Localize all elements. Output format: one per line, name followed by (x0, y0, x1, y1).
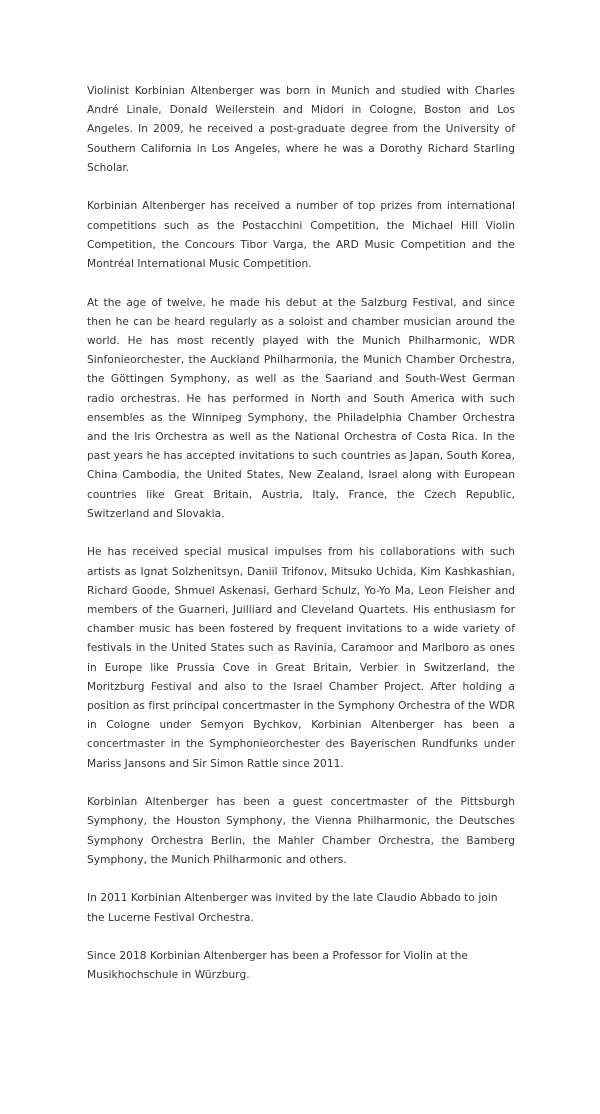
paragraph-collaborations: He has received special musical impulses from his collaborations with such artists as Ignat Solzhenitsyn, Daniil Trifonov, Mitsuko Uchida, Kim Kashkashian, Richard Goode, Shmuel Askenasi, Gerhard Schulz, Yo-Yo Ma, Leon Fleisher and members of the Guarneri, Juilliard and Cleveland Quartets. His enthusiasm for chamber music has been fostered by frequent invitations to a wide variety of festivals in the United States such as Ravinia, Caramoor and Marlboro as ones in Europe like Prussia Cove in Great Britain, Verbier in Switzerland, the Moritzburg Festival and also to the Israel Chamber Project. After holding a position as first principal concertmaster in the Symphony Orchestra of the WDR in Cologne under Semyon Bychkov, Korbinian Altenberger has been a concertmaster in the Symphonieorchester des Bayerischen Rundfunks under Mariss Jansons and Sir Simon Rattle since 2011. (87, 546, 515, 770)
paragraph-lucerne: In 2011 Korbinian Altenberger was invited by the late Claudio Abbado to join the Lucerne Festival Orchestra. (87, 892, 498, 924)
paragraph-performances: At the age of twelve, he made his debut at the Salzburg Festival, and since then he can be heard regularly as a soloist and chamber musician around the world. He has most recently played with the Munich Philharmonic, WDR Sinfonieorchester, the Auckland Philharmonia, the Munich Chamber Orchestra, the Göttingen Symphony, as well as the Saariand and South-West German radio orchestras. He has performed in North and South America with such ensembles as the Winnipeg Symphony, the Philadelphia Chamber Orchestra and the Iris Orchestra as well as the National Orchestra of Costa Rica. In the past years he has accepted invitations to such countries as Japan, South Korea, China Cambodia, the United States, New Zealand, Israel along with European countries like Great Britain, Austria, Italy, France, the Czech Republic, Switzerland and Slovakia. (87, 296, 515, 520)
paragraph-education: Violinist Korbinian Altenberger was born in Munich and studied with Charles André Linale, Donald Weilerstein and Midori in Cologne, Boston and Los Angeles. In 2009, he received a post-graduate degree from the University of Southern California in Los Angeles, where he was a Dorothy Richard Starling Scholar. (87, 85, 515, 174)
biography-text (87, 82, 515, 1005)
paragraph-guest-concertmaster: Korbinian Altenberger has been a guest concertmaster of the Pittsburgh Symphony, the Houston Symphony, the Vienna Philharmonic, the Deutsches Symphony Orchestra Berlin, the Mahler Chamber Orchestra, the Bamberg Symphony, the Munich Philharmonic and others. (87, 796, 515, 866)
paragraph-prizes: Korbinian Altenberger has received a number of top prizes from international competitions such as the Postacchini Competition, the Michael Hill Violin Competition, the Concours Tibor Varga, the ARD Music Competition and the Montréal International Music Competition. (87, 200, 515, 271)
paragraph-professor: Since 2018 Korbinian Altenberger has been a Professor for Violin at the Musikhochschule in Würzburg. (87, 950, 468, 982)
